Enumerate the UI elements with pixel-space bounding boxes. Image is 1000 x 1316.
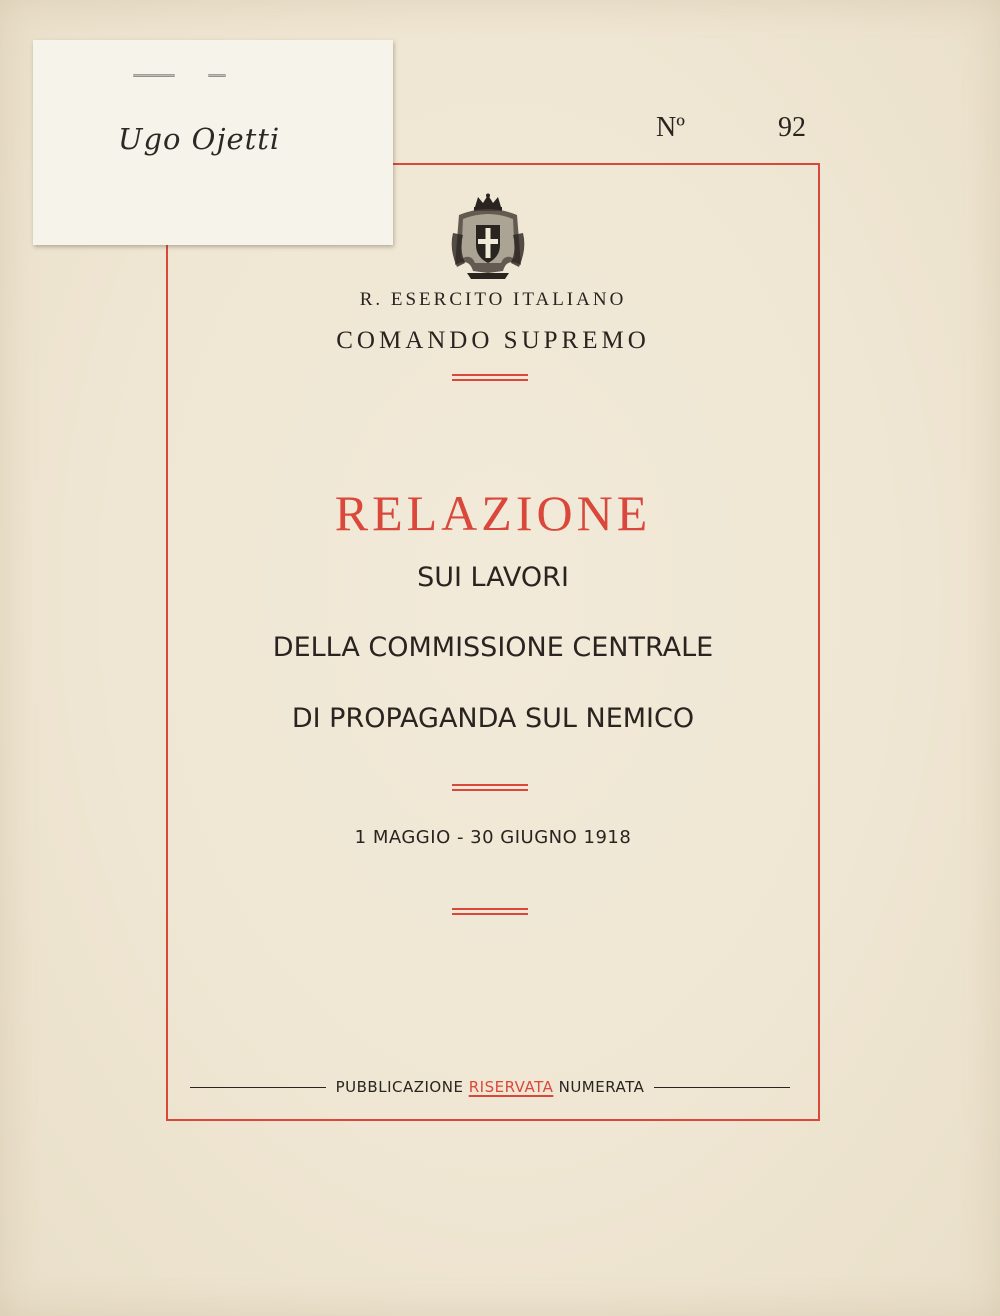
subtitle-line-3: DI PROPAGANDA SUL NEMICO — [291, 703, 695, 734]
number-label: Nº — [656, 112, 685, 143]
army-heading: R. ESERCITO ITALIANO — [359, 289, 627, 310]
card-signature-name: Ugo Ojetti — [118, 122, 281, 156]
footer-word-numbered: NUMERATA — [558, 1078, 645, 1096]
publication-footer — [190, 1075, 790, 1099]
subtitle-line-2: DELLA COMMISSIONE CENTRALE — [272, 632, 714, 663]
staple — [208, 74, 226, 77]
footer-rule-left — [190, 1087, 326, 1088]
staple — [133, 74, 175, 77]
document-title: RELAZIONE — [334, 485, 652, 541]
double-rule-divider — [452, 374, 528, 381]
double-rule-divider — [452, 908, 528, 915]
footer-word-reserved: RISERVATA — [468, 1078, 554, 1096]
royal-coat-of-arms-icon — [447, 193, 529, 283]
subtitle-line-1: SUI LAVORI — [417, 562, 569, 593]
double-rule-divider — [452, 784, 528, 791]
command-heading: COMANDO SUPREMO — [336, 327, 650, 354]
footer-word-publication: PUBBLICAZIONE — [335, 1078, 464, 1096]
date-range: 1 MAGGIO - 30 GIUGNO 1918 — [354, 827, 632, 848]
footer-text — [326, 1078, 655, 1096]
footer-rule-right — [654, 1087, 790, 1088]
calling-card — [33, 40, 393, 245]
number-value: 92 — [778, 112, 806, 143]
